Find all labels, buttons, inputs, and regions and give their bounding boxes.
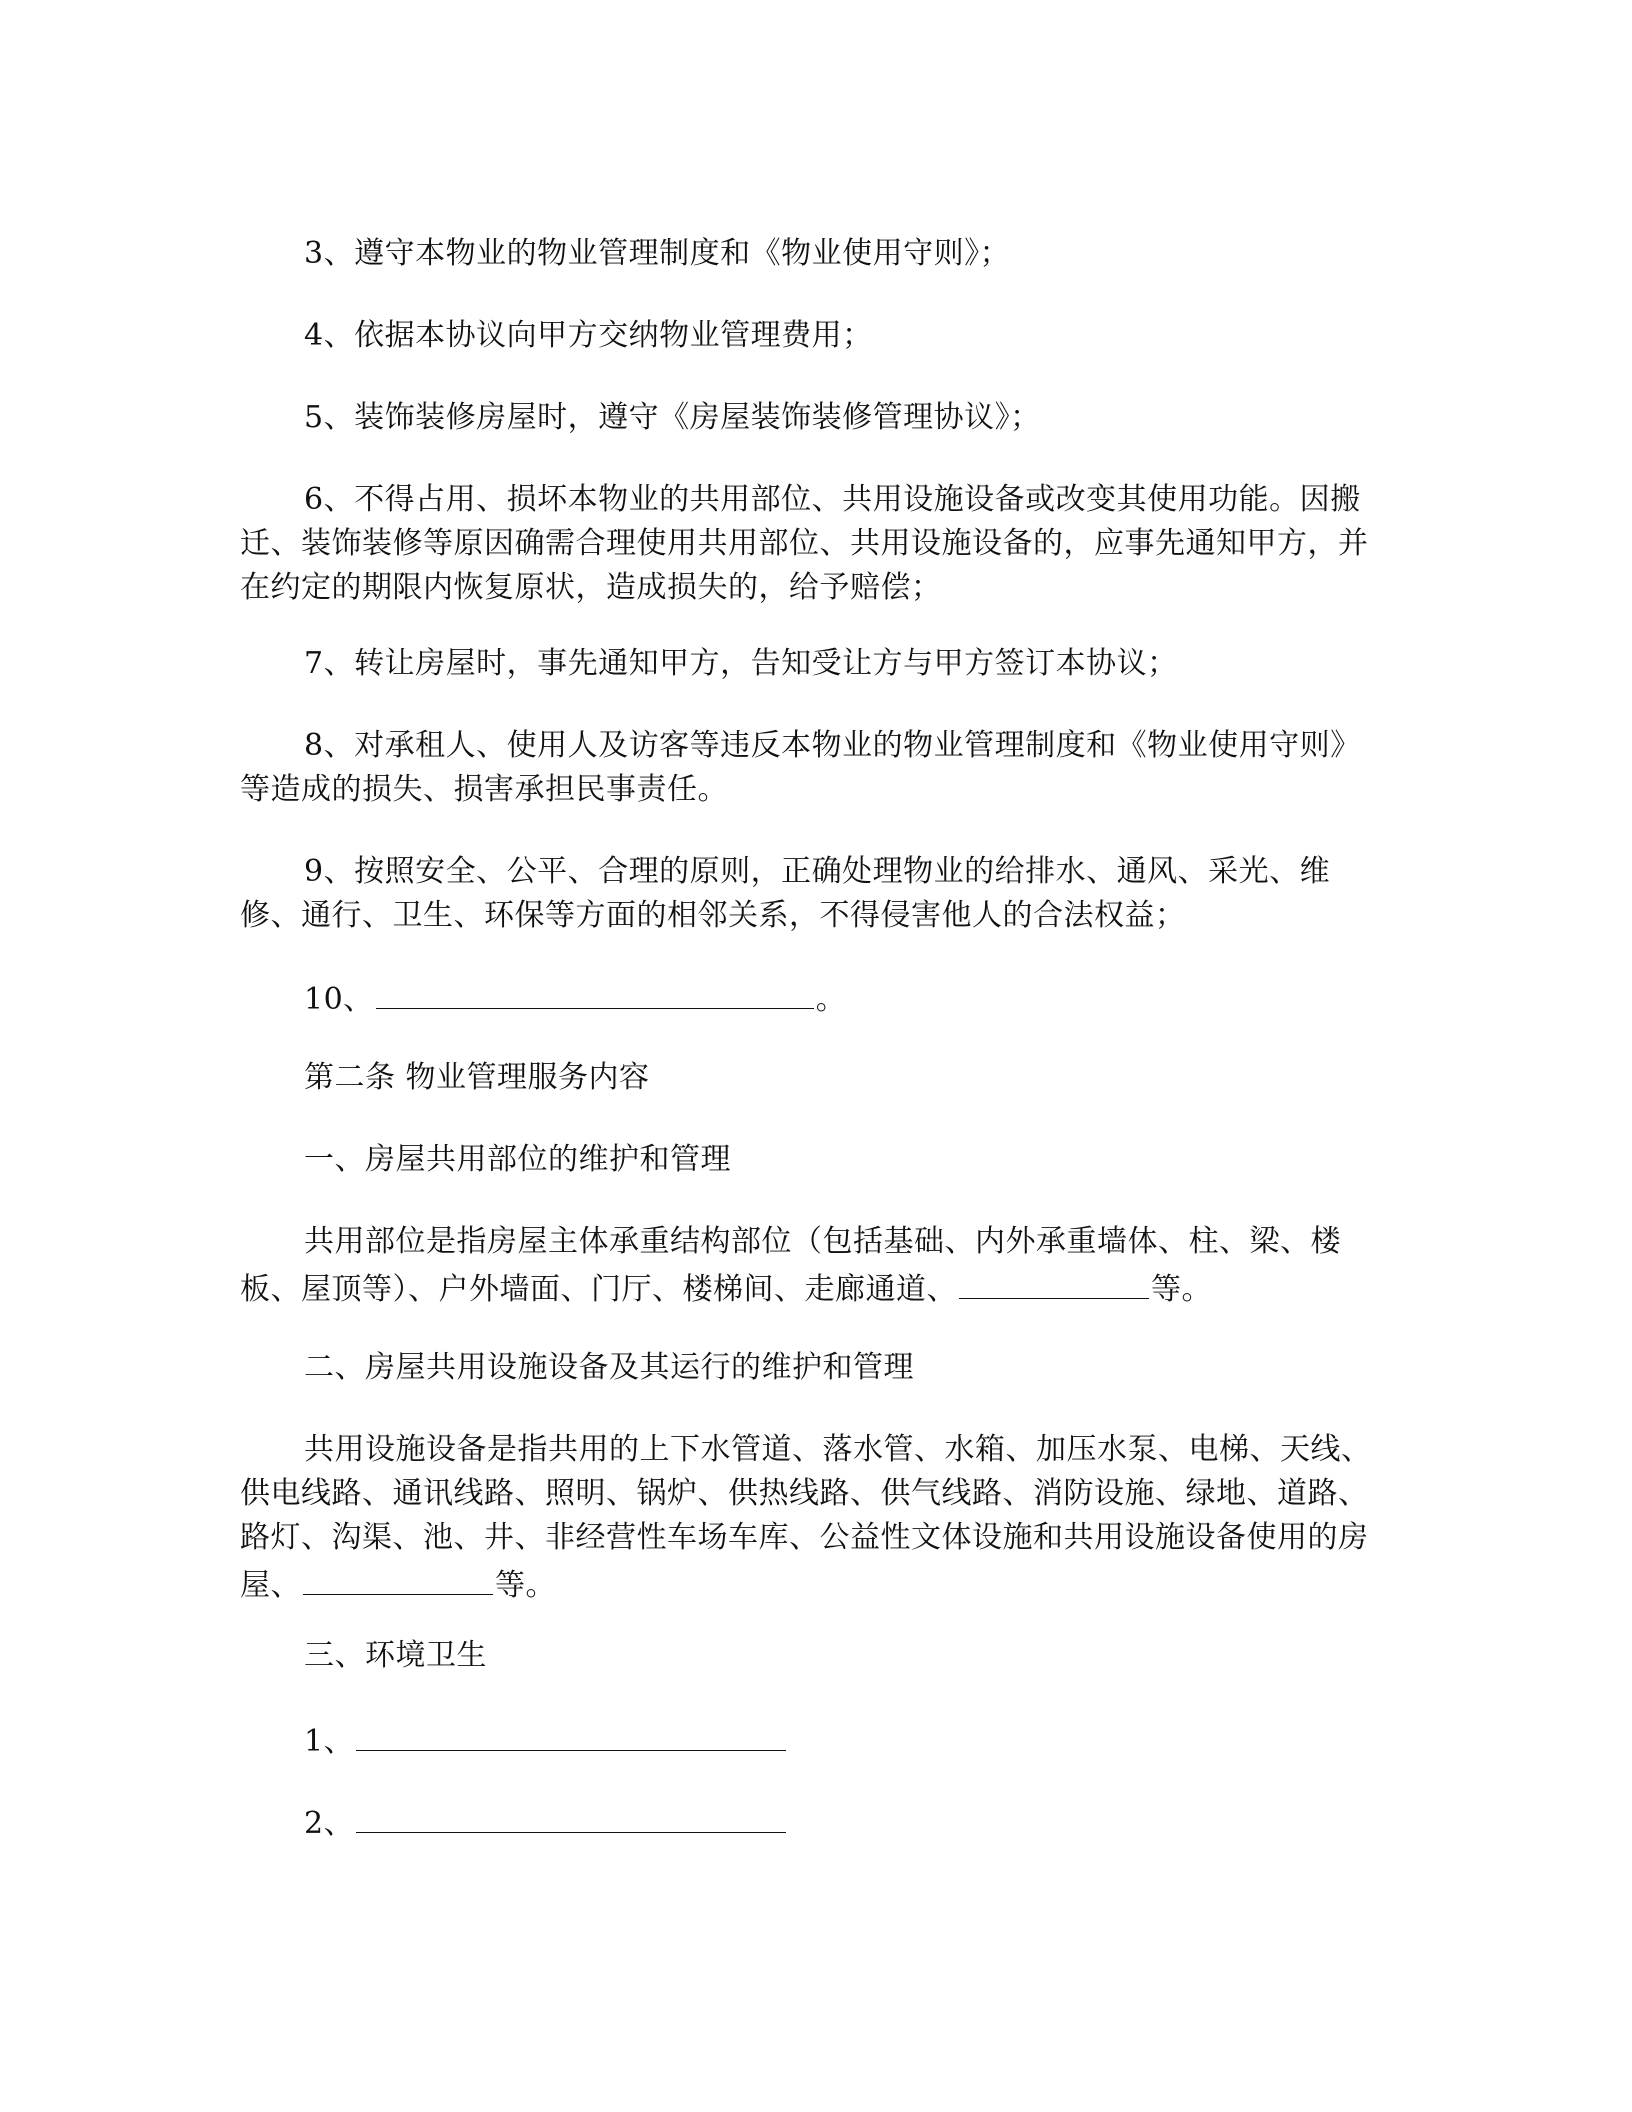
obligation-item-8: 8、对承租人、使用人及访客等违反本物业的物业管理制度和《物业使用守则》等造成的损失、损害承担民事责任。 — [240, 728, 1361, 807]
item-10-end-mark: 。 — [815, 982, 847, 1017]
section-2-heading: 二、房屋共用设施设备及其运行的维护和管理 — [304, 1350, 914, 1385]
section-3-item-1-blank-line[interactable] — [356, 1716, 786, 1751]
section-2-blank-line[interactable] — [303, 1560, 493, 1595]
obligation-item-7: 7、转让房屋时，事先通知甲方，告知受让方与甲方签订本协议； — [304, 646, 1178, 681]
section-1-blank-line[interactable] — [959, 1264, 1149, 1299]
obligation-item-6: 6、不得占用、损坏本物业的共用部位、共用设施设备或改变其使用功能。因搬迁、装饰装修等原因确需合理使用共用部位、共用设施设备的，应事先通知甲方，并在约定的期限内恢复原状，造成损失的，给予赔偿； — [240, 482, 1369, 605]
section-1-body-end: 等。 — [1151, 1272, 1212, 1307]
section-2-body-end: 等。 — [495, 1568, 556, 1603]
obligation-item-4: 4、依据本协议向甲方交纳物业管理费用； — [304, 318, 873, 353]
section-1-body-text: 共用部位是指房屋主体承重结构部位（包括基础、内外承重墙体、柱、梁、楼板、屋顶等）、户外墙面、门厅、楼梯间、走廊通道、 — [240, 1224, 1341, 1307]
section-1-heading: 一、房屋共用部位的维护和管理 — [304, 1142, 731, 1177]
obligation-item-10 — [240, 974, 1390, 1022]
obligation-item-9: 9、按照安全、公平、合理的原则，正确处理物业的给排水、通风、采光、维修、通行、卫生、环保等方面的相邻关系，不得侵害他人的合法权益； — [240, 854, 1331, 933]
document-page — [240, 0, 1390, 2112]
section-3-item-2-blank-line[interactable] — [356, 1798, 786, 1833]
section-3-item-1 — [240, 1716, 1390, 1764]
section-3-item-1-number: 1、 — [304, 1724, 355, 1759]
section-3-item-2 — [240, 1798, 1390, 1846]
item-10-number: 10、 — [304, 982, 374, 1017]
obligation-item-3: 3、遵守本物业的物业管理制度和《物业使用守则》； — [304, 236, 1011, 271]
section-3-item-2-number: 2、 — [304, 1806, 355, 1841]
section-2-body-text: 共用设施设备是指共用的上下水管道、落水管、水箱、加压水泵、电梯、天线、供电线路、通讯线路、照明、锅炉、供热线路、供气线路、消防设施、绿地、道路、路灯、沟渠、池、井、非经营性车场车库、公益性文体设施和共用设施设备使用的房屋、 — [240, 1432, 1372, 1603]
article-2-heading: 第二条 物业管理服务内容 — [304, 1060, 650, 1095]
item-10-blank-line[interactable] — [376, 974, 814, 1009]
section-1-body — [240, 1220, 1390, 1312]
section-3-heading: 三、环境卫生 — [304, 1638, 487, 1673]
obligation-item-5: 5、装饰装修房屋时，遵守《房屋装饰装修管理协议》； — [304, 400, 1041, 435]
section-2-body — [240, 1428, 1390, 1608]
